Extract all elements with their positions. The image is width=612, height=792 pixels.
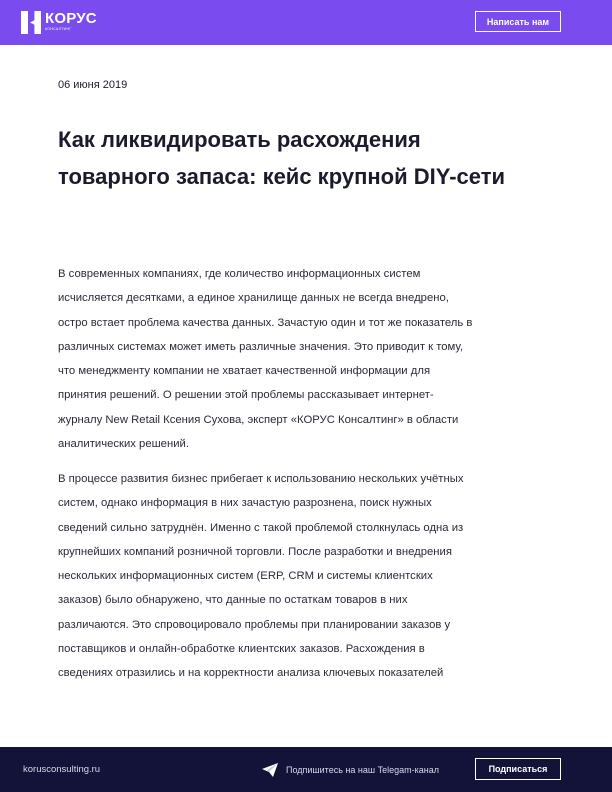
logo-subtext: КОНСАЛТИНГ <box>45 27 72 31</box>
text-line: крупнейших компаний розничной торговли. После разработки и внедрения <box>58 545 452 558</box>
text-line: нескольких информационных систем (ERP, CRM и системы клиентских <box>58 570 433 583</box>
text-line: систем, однако информация в них зачастую разрознена, поиск нужных <box>58 497 432 510</box>
article-paragraph <box>58 262 558 456</box>
article-title: Как ликвидировать расхождения товарного запаса: кейс крупной DIY-сети <box>58 127 505 189</box>
write-us-button[interactable]: Написать нам <box>475 11 561 32</box>
text-line: В процессе развития бизнес прибегает к использованию нескольких учётных <box>58 473 464 485</box>
site-footer <box>0 747 612 792</box>
text-line: различаются. Это спровоцировало проблемы при планировании заказов у <box>58 618 451 631</box>
text-line: заказов) было обнаружено, что данные по остаткам товаров в них <box>58 594 408 607</box>
telegram-link[interactable] <box>262 763 439 777</box>
subscribe-button[interactable]: Подписаться <box>475 758 561 780</box>
article-paragraph <box>58 467 558 686</box>
text-line: что менеджменту компании не хватает качественной информации для <box>58 365 431 378</box>
text-line: поставщиков и онлайн-обработке клиентских заказов. Расхождения в <box>58 643 425 656</box>
logo-text: КОРУС <box>45 10 97 27</box>
logo-icon <box>21 11 41 34</box>
text-line: различных системах может иметь различные значения. Это приводит к тому, <box>58 340 464 353</box>
text-line: сведений сильно затруднён. Именно с такой проблемой столкнулась одна из <box>58 521 464 534</box>
telegram-icon <box>262 763 278 777</box>
logo[interactable] <box>21 11 97 34</box>
telegram-text: Подпишитесь на наш Telegam-канал <box>286 765 439 775</box>
text-line: сведениях отразились и на корректности анализа ключевых показателей <box>58 667 444 680</box>
text-line: принятия решений. О решении этой проблемы рассказывает интернет- <box>58 389 434 402</box>
text-line: остро встает проблема качества данных. Зачастую один и тот же показатель в <box>58 316 473 329</box>
text-line: В современных компаниях, где количество информационных систем <box>58 268 421 280</box>
article-date: 06 июня 2019 <box>58 79 128 91</box>
site-header <box>0 0 612 45</box>
text-line: исчисляется десятками, а единое хранилище данных не всегда внедрено, <box>58 292 449 305</box>
site-link[interactable]: korusconsulting.ru <box>23 764 101 775</box>
text-line: аналитических решений. <box>58 438 189 451</box>
text-line: журналу New Retail Ксения Сухова, эксперт «КОРУС Консалтинг» в области <box>58 413 459 426</box>
